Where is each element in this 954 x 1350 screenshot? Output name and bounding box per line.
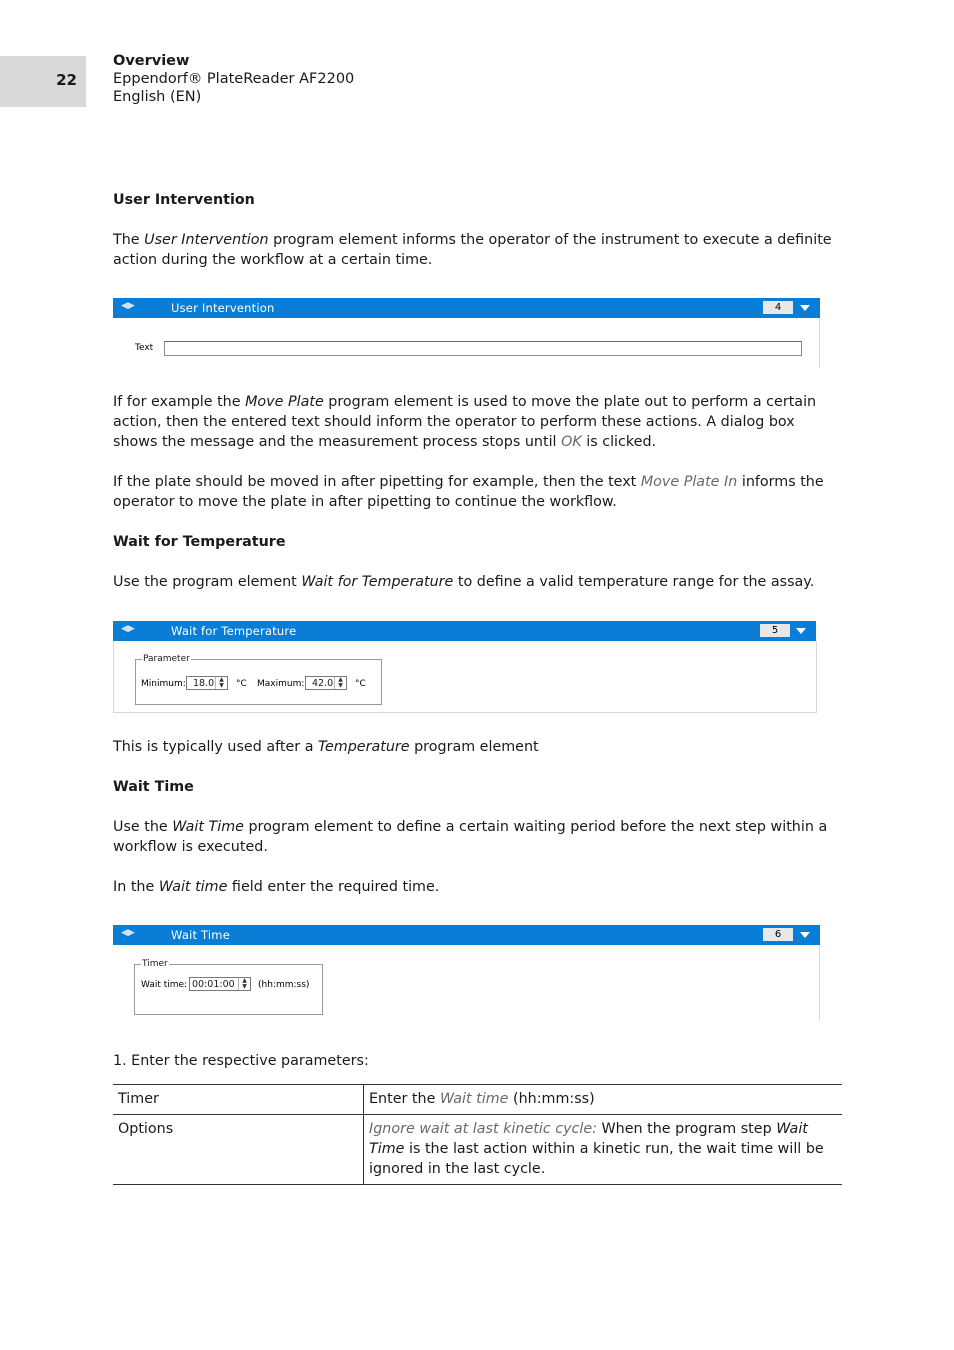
page-number: 22 [56,71,77,89]
panel-body [113,318,820,368]
collapse-icon[interactable]: ◀▶ [121,301,135,311]
paragraph-wait-time-field [113,877,843,897]
group-label: Timer [142,959,168,969]
maximum-unit: °C [355,679,366,689]
text: When the program step [597,1121,777,1137]
text: program element informs the operator of the instrument to execute a definite action during the workflow at a certain time. [113,232,832,268]
minimum-value: 18.0 [193,678,215,689]
collapse-icon[interactable]: ◀▶ [121,624,135,634]
table-cell [364,1115,843,1185]
paragraph-user-intervention-intro [113,230,843,270]
text: to define a valid temperature range for the assay. [453,574,815,590]
text: This is typically used after a [113,739,319,755]
text: program element to define a certain waiting period before the next step within a workflow is executed. [113,819,828,855]
wait-time-value: 00:01:00 [192,979,235,990]
heading-user-intervention: User Intervention [113,192,255,208]
paragraph-move-plate-in [113,472,843,512]
paragraph-wait-time-intro [113,817,843,857]
chevron-down-icon[interactable] [800,305,810,311]
heading-wait-time: Wait Time [113,779,194,795]
maximum-value: 42.0 [312,678,334,689]
panel-titlebar [113,621,816,641]
text: is the last action within a kinetic run, the wait time will be ignored in the last cycle. [369,1141,824,1177]
parameter-group [135,654,382,705]
text: If for example the [113,394,246,410]
step-number-field[interactable]: 4 [763,301,793,314]
ui-term: Ignore wait at last kinetic cycle: [369,1121,597,1137]
panel-body [113,945,820,1021]
maximum-temperature-stepper[interactable] [305,676,347,690]
chevron-down-icon[interactable] [800,932,810,938]
text: Enter the [369,1091,440,1107]
minimum-unit: °C [236,679,247,689]
text: If the plate should be moved in after pipetting for example, then the text [113,474,641,490]
wait-time-format: (hh:mm:ss) [258,980,310,990]
collapse-icon[interactable]: ◀▶ [121,928,135,938]
wait-time-stepper[interactable] [189,977,251,991]
paragraph-temperature-note [113,737,843,757]
text-label: Text [135,343,154,353]
text: field enter the required time. [227,879,440,895]
running-header [113,52,354,106]
paragraph-move-plate [113,392,843,452]
term: Move Plate [245,394,324,410]
text: The [113,232,145,248]
term: Wait for Temperature [301,574,454,590]
text: informs the operator to move the plate in after pipetting to continue the workflow. [113,474,824,510]
stepper-arrows-icon[interactable]: ▲ ▼ [238,978,250,990]
parameters-table [113,1084,842,1185]
panel-body [113,641,817,713]
ui-term: OK [561,434,582,450]
user-intervention-panel [113,298,820,368]
text: is clicked. [581,434,657,450]
ui-term: Wait time [439,1091,509,1107]
text: Use the [113,819,173,835]
minimum-temperature-stepper[interactable] [186,676,228,690]
panel-title: Wait Time [171,928,230,942]
chevron-down-icon[interactable] [796,628,806,634]
table-cell: Timer [113,1085,364,1115]
text-input[interactable] [164,341,802,356]
term: Temperature [318,739,410,755]
wait-time-label: Wait time: [141,980,188,990]
step-1: 1. Enter the respective parameters: [113,1053,369,1069]
stepper-arrows-icon[interactable]: ▲ ▼ [215,677,227,689]
step-number-field[interactable]: 5 [760,624,790,637]
ui-term: Move Plate In [640,474,738,490]
text: program element [409,739,539,755]
minimum-label: Minimum: [141,679,186,689]
wait-time-panel [113,925,820,1021]
table-row [113,1085,842,1115]
text: (hh:mm:ss) [508,1091,595,1107]
step-number-field[interactable]: 6 [763,928,793,941]
term: Wait Time [369,1121,808,1157]
table-row [113,1115,842,1185]
header-section: Overview [113,53,190,69]
panel-title: Wait for Temperature [171,624,297,638]
group-label: Parameter [143,654,190,664]
heading-wait-for-temperature: Wait for Temperature [113,534,286,550]
panel-title: User Intervention [171,301,275,315]
term: User Intervention [144,232,269,248]
paragraph-wait-temperature-intro [113,572,843,592]
table-cell [364,1085,843,1115]
maximum-label: Maximum: [257,679,305,689]
timer-group [134,959,323,1015]
wait-for-temperature-panel [113,621,816,713]
text: Use the program element [113,574,302,590]
stepper-arrows-icon[interactable]: ▲ ▼ [334,677,346,689]
term: Wait time [158,879,228,895]
panel-titlebar [113,298,820,318]
term: Wait Time [172,819,244,835]
header-product: Eppendorf® PlateReader AF2200 [113,71,355,87]
text: In the [113,879,159,895]
panel-titlebar [113,925,820,945]
header-language: English (EN) [113,89,202,105]
text: program element is used to move the plate out to perform a certain action, then the entered text should inform the operator to perform these actions. A dialog box shows the message and the measurement process stops until [113,394,817,450]
table-cell: Options [113,1115,364,1185]
